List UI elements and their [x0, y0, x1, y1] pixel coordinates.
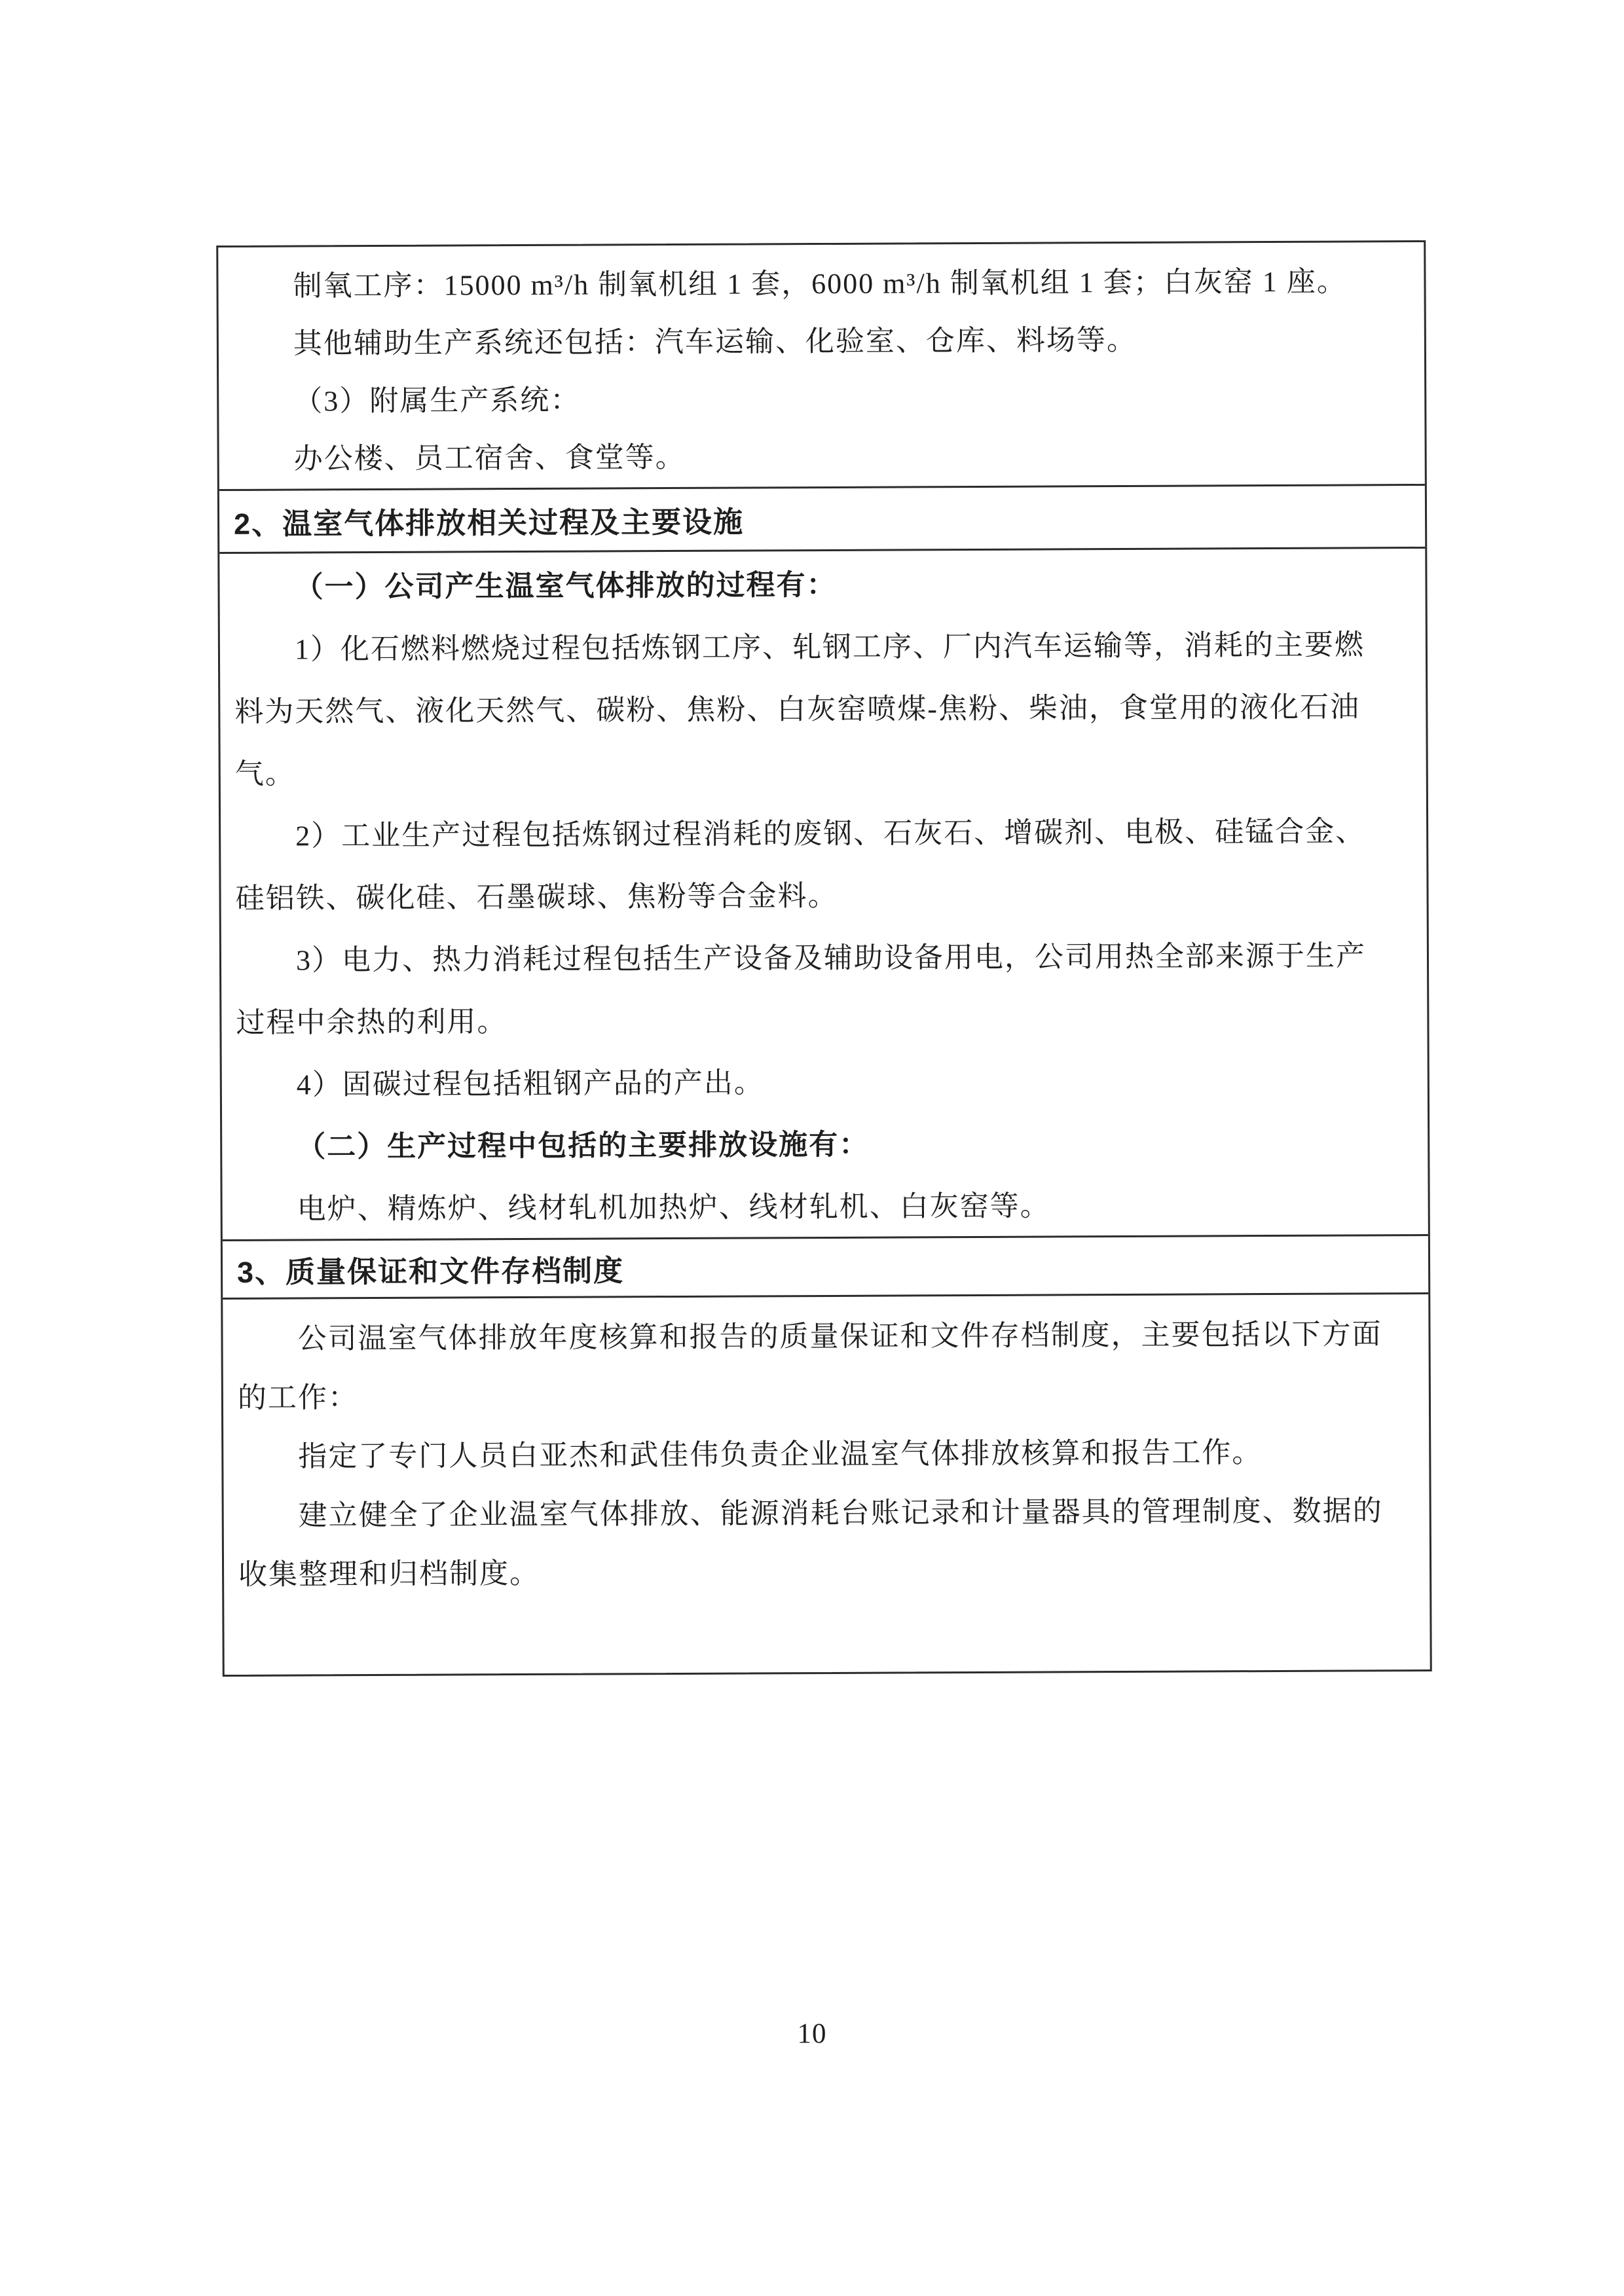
emission-processes-subheading: （一）公司产生温室气体排放的过程有： [294, 568, 837, 604]
section2-title: 2、温室气体排放相关过程及主要设施 [233, 505, 745, 541]
ledger-system-line-2: 收集整理和归档制度。 [238, 1557, 540, 1591]
section3-title: 3、质量保证和文件存档制度 [236, 1253, 625, 1289]
fossil-fuel-line-1: 1）化石燃料燃烧过程包括炼钢工序、轧钢工序、厂内汽车运输等，消耗的主要燃 [294, 629, 1365, 666]
fossil-fuel-line-2: 料为天然气、液化天然气、碳粉、焦粉、白灰窑喷煤-焦粉、柴油，食堂用的液化石油 [234, 691, 1361, 728]
other-aux-systems-line: 其他辅助生产系统还包括：汽车运输、化验室、仓库、料场等。 [293, 323, 1137, 360]
page-number: 10 [797, 2018, 827, 2049]
personnel-line: 指定了专门人员白亚杰和武佳伟负责企业温室气体排放核算和报告工作。 [298, 1436, 1263, 1473]
section3-header-row [223, 1236, 1428, 1300]
section2-header-row [219, 486, 1425, 554]
qa-archive-line-2: 的工作： [237, 1381, 359, 1414]
oxygen-process-line: 制氧工序：15000 m³/h 制氧机组 1 套，6000 m³/h 制氧机组 1 套；白灰窑 1 座。 [293, 265, 1347, 302]
section3-content-row [223, 1294, 1430, 1672]
section2-content-row [219, 549, 1428, 1241]
attached-systems-list-line: 办公楼、员工宿舍、食堂等。 [293, 441, 686, 475]
report-table [216, 240, 1432, 1677]
qa-archive-line-1: 公司温室气体排放年度核算和报告的质量保证和文件存档制度，主要包括以下方面 [297, 1318, 1382, 1355]
attached-systems-heading-line: （3）附属生产系统： [293, 384, 581, 418]
power-heat-line-2: 过程中余热的利用。 [236, 1006, 507, 1039]
facilities-list-line: 电炉、精炼炉、线材轧机加热炉、线材轧机、白灰窑等。 [297, 1190, 1050, 1226]
ledger-system-line-1: 建立健全了企业温室气体排放、能源消耗台账记录和计量器具的管理制度、数据的 [298, 1495, 1383, 1532]
fossil-fuel-line-3: 气。 [234, 757, 295, 790]
power-heat-line-1: 3）电力、热力消耗过程包括生产设备及辅助设备用电，公司用热全部来源于生产 [295, 939, 1367, 977]
industrial-process-line-1: 2）工业生产过程包括炼钢过程消耗的废钢、石灰石、增碳剂、电极、硅锰合金、 [295, 815, 1366, 852]
carbon-fixation-line: 4）固碳过程包括粗钢产品的产出。 [296, 1066, 764, 1101]
auxiliary-production-row [218, 242, 1425, 491]
emission-facilities-subheading: （二）生产过程中包括的主要排放设施有： [297, 1128, 870, 1163]
industrial-process-line-2: 硅铝铁、碳化硅、石墨碳球、焦粉等合金料。 [235, 879, 838, 915]
